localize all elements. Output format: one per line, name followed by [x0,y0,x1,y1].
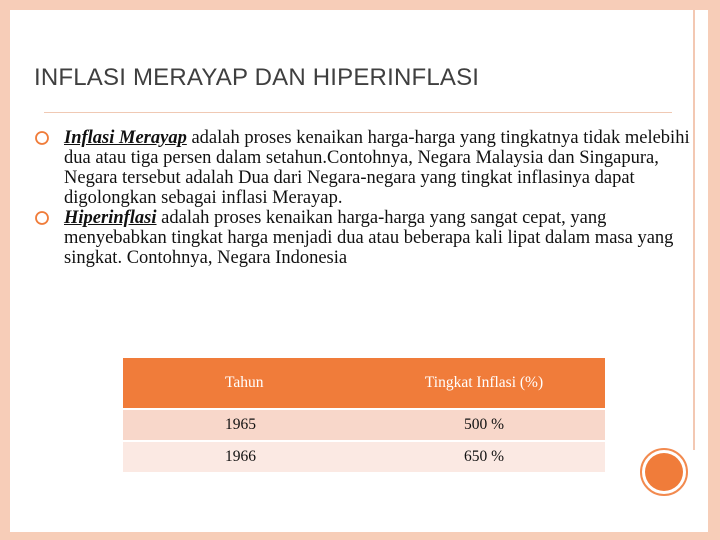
hollow-circle-bullet-icon [34,130,50,146]
orange-circle-fill [645,453,683,491]
bullet-term: Hiperinflasi [64,208,157,228]
bullet-text: adalah proses kenaikan harga-harga yang tingkatnya tidak melebihi dua atau tiga persen dalam setahun.Contohnya, Negara Malaysia dan Singapura, Negara tersebut adalah Dua dari Negara-negara yang tingkat inflasinya dapat digolongkan sebagai inflasi Merayap. [64,128,690,208]
inflation-table [123,358,605,472]
bullet-text: adalah proses kenaikan harga-harga yang sangat cepat, yang menyebabkan tingkat harga menjadi dua atau beberapa kali lipat dalam masa yang singkat. Contohnya, Negara Indonesia [64,208,674,268]
table-cell-rate: 650 % [463,448,505,465]
table-row [123,410,605,440]
table-row [123,442,605,472]
title-divider [44,112,672,113]
table-cell-year: 1966 [225,448,256,465]
header-tingkat-inflasi: Tingkat Inflasi (%) [424,374,544,391]
slide-title: INFLASI MERAYAP DAN HIPERINFLASI [34,64,480,91]
table-header-row [123,358,605,408]
table-cell-rate: 500 % [463,416,505,433]
bullet-hiperinflasi [34,208,694,268]
bullet-list [34,128,694,268]
table-cell-year: 1965 [225,416,256,433]
header-tahun: Tahun [225,374,264,391]
hollow-circle-bullet-icon [34,210,50,226]
bullet-inflasi-merayap [34,128,694,208]
bullet-term: Inflasi Merayap [64,128,187,148]
